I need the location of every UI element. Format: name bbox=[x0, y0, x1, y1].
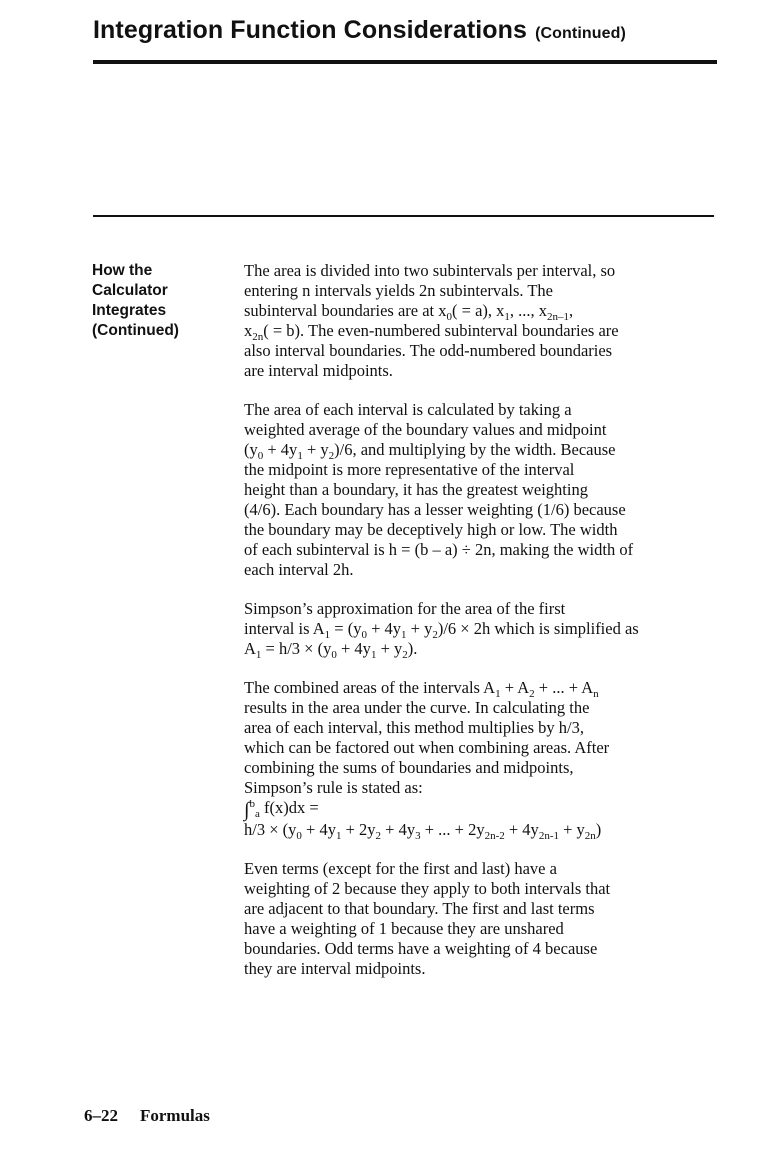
page-footer bbox=[84, 1106, 210, 1126]
text-line: Simpson’s approximation for the area of the first bbox=[244, 599, 566, 618]
text-line: boundaries. Odd terms have a weighting of 4 because bbox=[244, 939, 598, 958]
text-line: are interval midpoints. bbox=[244, 361, 393, 380]
page-title-text: Integration Function Considerations bbox=[93, 16, 528, 44]
text-run: + 4y bbox=[336, 639, 371, 658]
text-line: of each subinterval is h = (b – a) ÷ 2n, making the width of bbox=[244, 540, 634, 559]
text-run: + 4y bbox=[263, 440, 298, 459]
subscript: 2n bbox=[252, 331, 264, 343]
text-line bbox=[244, 678, 599, 700]
subscript: 2 bbox=[529, 688, 535, 700]
text-line: results in the area under the curve. In calculating the bbox=[244, 698, 590, 717]
equation-line bbox=[244, 798, 319, 821]
subscript: 2 bbox=[432, 629, 438, 641]
section-name: Formulas bbox=[140, 1106, 210, 1125]
text-run: ( = b). The even-numbered subinterval boundaries are bbox=[263, 321, 619, 340]
subscript: 2 bbox=[328, 450, 335, 462]
subscript: 2 bbox=[375, 830, 382, 842]
text-line: height than a boundary, it has the greatest weighting bbox=[244, 480, 588, 499]
text-run: )/6, and multiplying by the width. Because bbox=[334, 440, 616, 459]
text-line: The area is divided into two subintervals per interval, so bbox=[244, 261, 616, 280]
text-run: + y bbox=[376, 639, 403, 658]
upper-limit: b bbox=[249, 798, 255, 810]
page-number: 6–22 bbox=[84, 1106, 118, 1125]
subscript: 1 bbox=[401, 629, 407, 641]
paragraph-term-weightings bbox=[244, 859, 714, 979]
text-run: (y bbox=[244, 440, 258, 459]
text-run: subinterval boundaries are at x bbox=[244, 301, 447, 320]
text-line: Even terms (except for the first and last) have a bbox=[244, 859, 557, 878]
text-line: weighting of 2 because they apply to both intervals that bbox=[244, 879, 611, 898]
text-run: + 4y bbox=[381, 820, 416, 839]
text-line: each interval 2h. bbox=[244, 560, 354, 579]
text-run: ( = a), x bbox=[452, 301, 505, 320]
text-run: + 4y bbox=[301, 820, 336, 839]
text-line: combining the sums of boundaries and midpoints, bbox=[244, 758, 574, 777]
integral-sign: ∫ bbox=[244, 799, 250, 821]
text-run: = (y bbox=[330, 619, 362, 638]
subscript: 0 bbox=[331, 649, 337, 661]
subscript: 0 bbox=[296, 830, 302, 842]
text-run: + y bbox=[558, 820, 585, 839]
page-title bbox=[93, 16, 626, 45]
text-run: = h/3 × (y bbox=[261, 639, 332, 658]
subscript: 1 bbox=[495, 688, 501, 700]
text-line: which can be factored out when combining areas. After bbox=[244, 738, 610, 757]
text-run: + A bbox=[500, 678, 530, 697]
subscript: 1 bbox=[370, 649, 377, 661]
subscript: 1 bbox=[504, 311, 510, 323]
page-title-continued: (Continued) bbox=[535, 25, 626, 42]
text-line bbox=[244, 440, 616, 462]
text-line: have a weighting of 1 because they are unshared bbox=[244, 919, 564, 938]
subscript: 1 bbox=[255, 649, 262, 661]
text-run: + ... + 2y bbox=[420, 820, 485, 839]
subscript: 0 bbox=[257, 450, 264, 462]
subscript: 1 bbox=[297, 450, 303, 462]
subscript: 2 bbox=[402, 649, 408, 661]
text-run: ) bbox=[595, 820, 602, 839]
paragraph-combined-areas bbox=[244, 678, 714, 798]
text-run: + ... + A bbox=[534, 678, 594, 697]
side-heading bbox=[92, 261, 232, 341]
equation-line bbox=[244, 820, 602, 842]
text-line: weighted average of the boundary values and midpoint bbox=[244, 420, 607, 439]
text-line: the boundary may be deceptively high or low. The width bbox=[244, 520, 618, 539]
text-run: , bbox=[569, 301, 574, 320]
subscript: 0 bbox=[446, 311, 453, 323]
side-heading-line: Integrates bbox=[92, 302, 167, 319]
paragraph-simpson-approximation bbox=[244, 599, 714, 659]
subscript: 2n–1 bbox=[547, 311, 570, 323]
subscript: 1 bbox=[335, 830, 342, 842]
text-line bbox=[244, 639, 418, 661]
text-run: )/6 × 2h which is simplified as bbox=[437, 619, 639, 638]
side-heading-line: Calculator bbox=[92, 282, 168, 299]
text-run: interval is A bbox=[244, 619, 325, 638]
text-run: h/3 × (y bbox=[244, 820, 297, 839]
paragraph-subintervals bbox=[244, 261, 714, 381]
text-run: x bbox=[244, 321, 253, 340]
text-run: , ..., x bbox=[509, 301, 548, 320]
subscript: n bbox=[593, 688, 599, 700]
text-line: the midpoint is more representative of the interval bbox=[244, 460, 575, 479]
subscript: 0 bbox=[361, 629, 367, 641]
text-run: f(x)dx = bbox=[259, 798, 319, 817]
section-rule bbox=[93, 215, 714, 217]
side-heading-line: (Continued) bbox=[92, 322, 179, 339]
body-text bbox=[244, 261, 714, 979]
side-heading-line: How the bbox=[92, 262, 153, 279]
subscript: 2n-1 bbox=[538, 830, 559, 842]
subscript: 1 bbox=[324, 629, 331, 641]
text-run: A bbox=[244, 639, 256, 658]
subscript: 2n bbox=[584, 830, 596, 842]
text-run: + 4y bbox=[504, 820, 539, 839]
text-line: they are interval midpoints. bbox=[244, 959, 426, 978]
text-line: entering n intervals yields 2n subintervals. The bbox=[244, 281, 554, 300]
subscript: 3 bbox=[415, 830, 421, 842]
text-line: (4/6). Each boundary has a lesser weighting (1/6) because bbox=[244, 500, 626, 519]
text-line bbox=[244, 321, 619, 343]
text-line bbox=[244, 301, 574, 323]
text-run: + 2y bbox=[341, 820, 376, 839]
text-run: The combined areas of the intervals A bbox=[244, 678, 496, 697]
text-line bbox=[244, 619, 639, 641]
text-run: + y bbox=[302, 440, 329, 459]
subscript: 2n-2 bbox=[484, 830, 505, 842]
text-line: The area of each interval is calculated by taking a bbox=[244, 400, 572, 419]
text-run: ). bbox=[407, 639, 418, 658]
text-line: are adjacent to that boundary. The first and last terms bbox=[244, 899, 595, 918]
equation-integral bbox=[244, 798, 714, 820]
text-line: area of each interval, this method multiplies by h/3, bbox=[244, 718, 584, 737]
header-rule bbox=[93, 60, 717, 64]
lower-limit: a bbox=[254, 808, 260, 820]
text-line: Simpson’s rule is stated as: bbox=[244, 778, 423, 797]
equation-simpson-rule bbox=[244, 820, 714, 840]
text-run: + 4y bbox=[366, 619, 402, 638]
text-line: also interval boundaries. The odd-numbered boundaries bbox=[244, 341, 613, 360]
paragraph-weighted-average bbox=[244, 400, 714, 580]
text-run: + y bbox=[406, 619, 433, 638]
